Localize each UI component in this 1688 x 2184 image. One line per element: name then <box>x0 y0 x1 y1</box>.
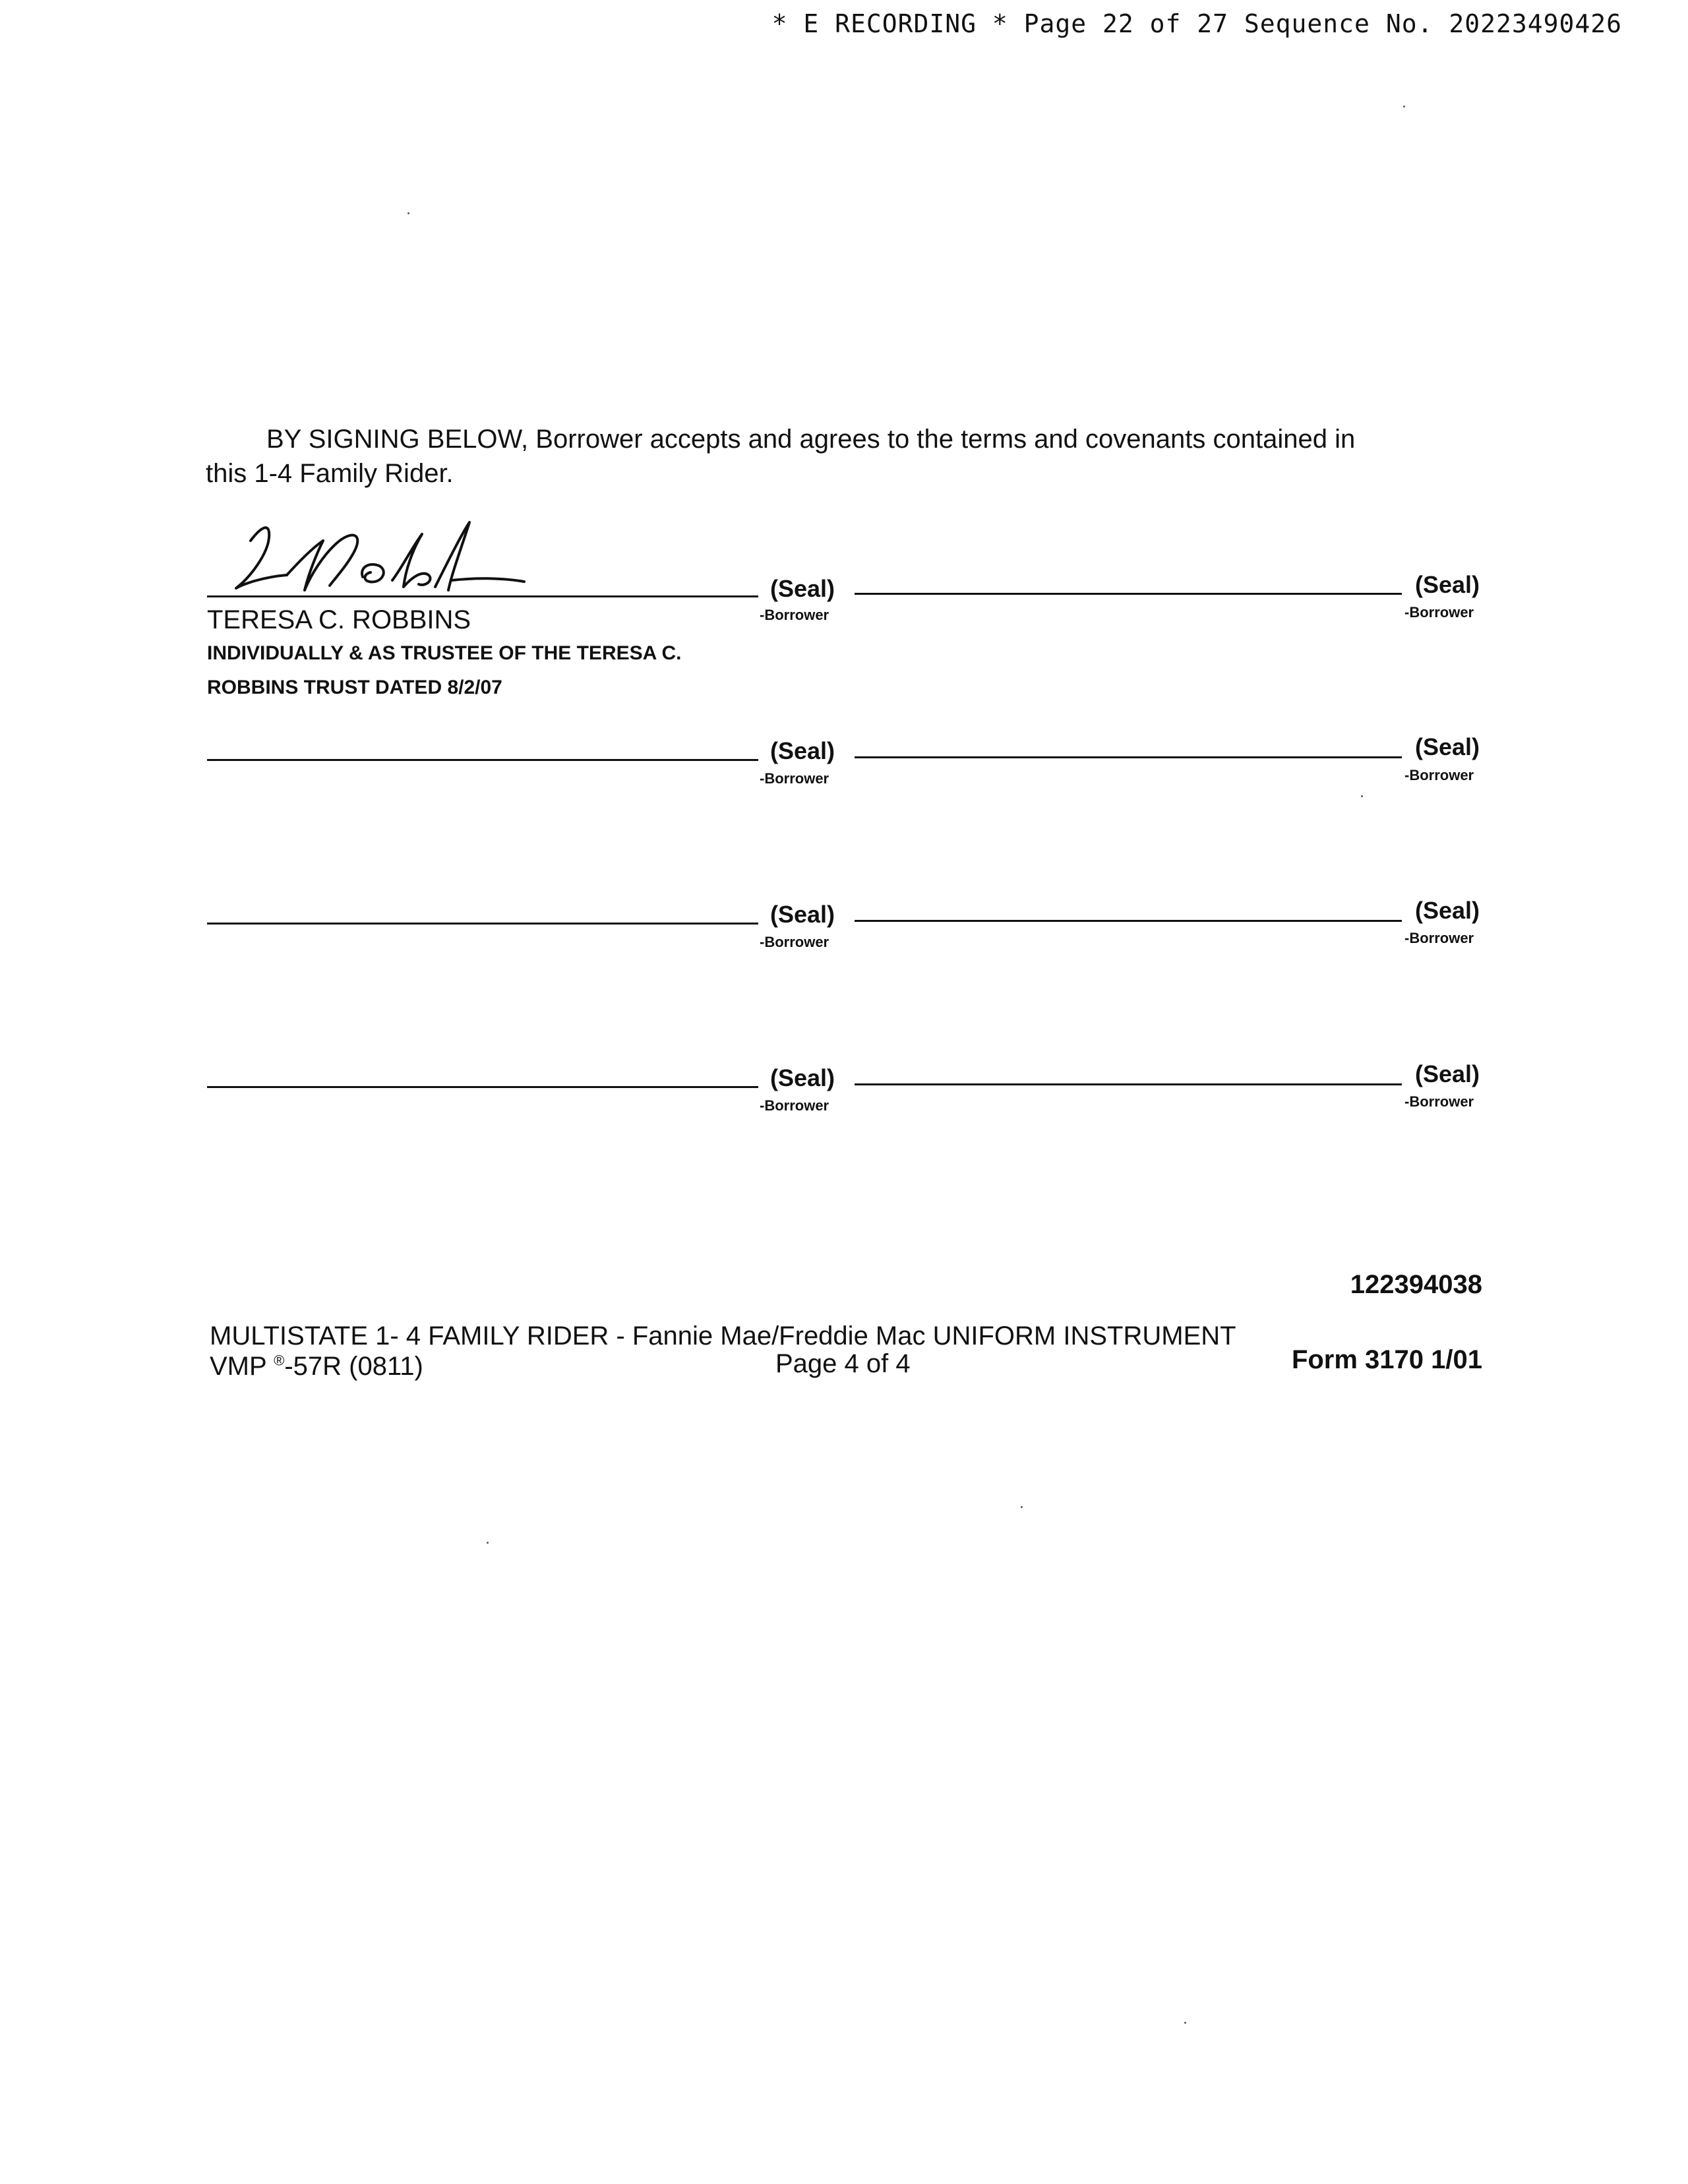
signature-line-4 <box>855 756 1402 758</box>
registered-mark: ® <box>274 1352 285 1369</box>
seal-label: (Seal) <box>1415 897 1480 924</box>
signer-name: TERESA C. ROBBINS <box>207 605 471 634</box>
scan-speck <box>1403 106 1405 107</box>
signature-line-3 <box>207 759 758 761</box>
signer-capacity-line-1: INDIVIDUALLY & AS TRUSTEE OF THE TERESA C. <box>207 642 682 664</box>
loan-number: 122394038 <box>1350 1270 1482 1299</box>
signature-line-2 <box>855 593 1402 595</box>
page-number: Page 4 of 4 <box>775 1349 911 1378</box>
borrower-label: -Borrower <box>760 1097 829 1114</box>
scan-speck <box>1361 795 1363 797</box>
signature-line-5 <box>207 923 758 925</box>
signer-capacity-line-2: ROBBINS TRUST DATED 8/2/07 <box>207 677 502 698</box>
seal-label: (Seal) <box>770 1064 835 1091</box>
signature-line-7 <box>207 1086 758 1088</box>
signature-line-6 <box>855 920 1402 922</box>
borrower-signature <box>224 514 528 603</box>
vmp-prefix: VMP <box>210 1352 266 1381</box>
form-vmp-code <box>210 1352 423 1381</box>
signature-line-8 <box>855 1083 1402 1085</box>
form-title: MULTISTATE 1- 4 FAMILY RIDER - Fannie Mae/Freddie Mac UNIFORM INSTRUMENT <box>210 1321 1236 1350</box>
signature-line-1 <box>207 595 758 597</box>
scan-speck <box>407 212 409 214</box>
acceptance-statement <box>206 422 1485 491</box>
scan-speck <box>1184 2022 1186 2024</box>
borrower-label: -Borrower <box>760 934 829 950</box>
seal-label: (Seal) <box>1415 1060 1480 1087</box>
borrower-label: -Borrower <box>1404 930 1474 946</box>
borrower-label: -Borrower <box>760 607 829 623</box>
acceptance-line-2: this 1-4 Family Rider. <box>206 459 454 488</box>
seal-label: (Seal) <box>1415 733 1480 760</box>
form-number: Form 3170 1/01 <box>1291 1345 1482 1374</box>
vmp-suffix: -57R (0811) <box>284 1352 423 1381</box>
seal-label: (Seal) <box>770 901 835 928</box>
scan-speck <box>1021 1506 1023 1508</box>
borrower-label: -Borrower <box>1404 1093 1474 1110</box>
borrower-label: -Borrower <box>760 770 829 787</box>
seal-label: (Seal) <box>770 737 835 764</box>
acceptance-line-1: BY SIGNING BELOW, Borrower accepts and agrees to the terms and covenants contained in <box>266 425 1356 454</box>
borrower-label: -Borrower <box>1404 767 1474 783</box>
recording-header: * E RECORDING * Page 22 of 27 Sequence No. 20223490426 <box>771 9 1622 38</box>
borrower-label: -Borrower <box>1404 604 1474 621</box>
seal-label: (Seal) <box>1415 571 1480 598</box>
seal-label: (Seal) <box>770 575 835 602</box>
scan-speck <box>487 1542 489 1544</box>
